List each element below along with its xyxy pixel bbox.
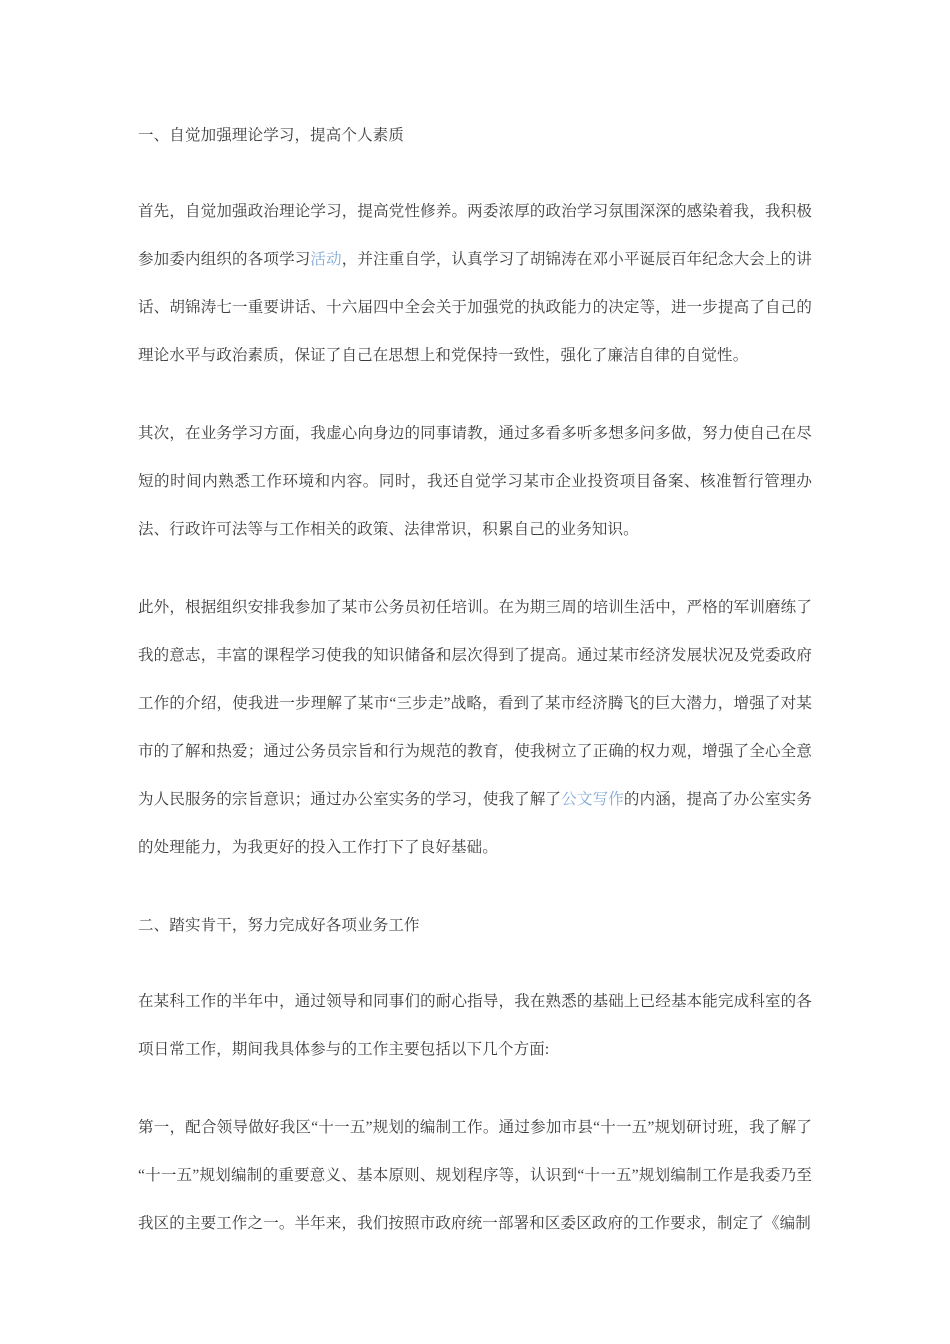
paragraph-text: 的内涵，提高了办公室实务的处理能力，为我更好的投入工作打下了良好基础。	[138, 791, 812, 856]
section-heading	[138, 902, 812, 950]
body-paragraph	[138, 1104, 812, 1248]
paragraph-text: ，并注重自学，认真学习了胡锦涛在邓小平诞辰百年纪念大会上的讲话、胡锦涛七一重要讲话、十六届四中全会关于加强党的执政能力的决定等，进一步提高了自己的理论水平与政治素质，保证了自己在思想上和党保持一致性，强化了廉洁自律的自觉性。	[138, 251, 812, 364]
paragraph-text: 首先，自觉加强政治理论学习，提高党性修养。两委浓厚的政治学习氛围深深的感染着我，我积极参加委内组织的各项学习	[138, 203, 812, 268]
paragraph-text: 第一，配合领导做好我区“十一五”规划的编制工作。通过参加市县“十一五”规划研讨班，我了解了“十一五”规划编制的重要意义、基本原则、规划程序等，认识到“十一五”规划编制工作是我委乃至我区的主要工作之一。半年来，我们按照市政府统一部署和区委区政府的工作要求，制定了《编制	[138, 1119, 812, 1232]
body-paragraph	[138, 584, 812, 872]
body-paragraph	[138, 978, 812, 1074]
heading-text: 二、踏实肯干，努力完成好各项业务工作	[138, 917, 420, 934]
paragraph-text: 在某科工作的半年中，通过领导和同事们的耐心指导，我在熟悉的基础上已经基本能完成科室的各项日常工作，期间我具体参与的工作主要包括以下几个方面:	[138, 993, 812, 1058]
inline-link[interactable]: 公文写作	[561, 791, 624, 808]
paragraph-text: 其次，在业务学习方面，我虚心向身边的同事请教，通过多看多听多想多问多做，努力使自己在尽短的时间内熟悉工作环境和内容。同时，我还自觉学习某市企业投资项目备案、核准暂行管理办法、行政许可法等与工作相关的政策、法律常识，积累自己的业务知识。	[138, 425, 812, 538]
heading-text: 一、自觉加强理论学习，提高个人素质	[138, 127, 405, 144]
body-paragraph	[138, 410, 812, 554]
paragraph-text: 此外，根据组织安排我参加了某市公务员初任培训。在为期三周的培训生活中，严格的军训磨练了我的意志，丰富的课程学习使我的知识储备和层次得到了提高。通过某市经济发展状况及党委政府工作的介绍，使我进一步理解了某市“三步走”战略，看到了某市经济腾飞的巨大潜力，增强了对某市的了解和热爱；通过公务员宗旨和行为规范的教育，使我树立了正确的权力观，增强了全心全意为人民服务的宗旨意识；通过办公室实务的学习，使我了解了	[138, 599, 812, 808]
body-paragraph	[138, 188, 812, 380]
inline-link[interactable]: 活动	[310, 251, 342, 268]
section-heading	[138, 112, 812, 160]
document-body	[138, 112, 812, 1248]
